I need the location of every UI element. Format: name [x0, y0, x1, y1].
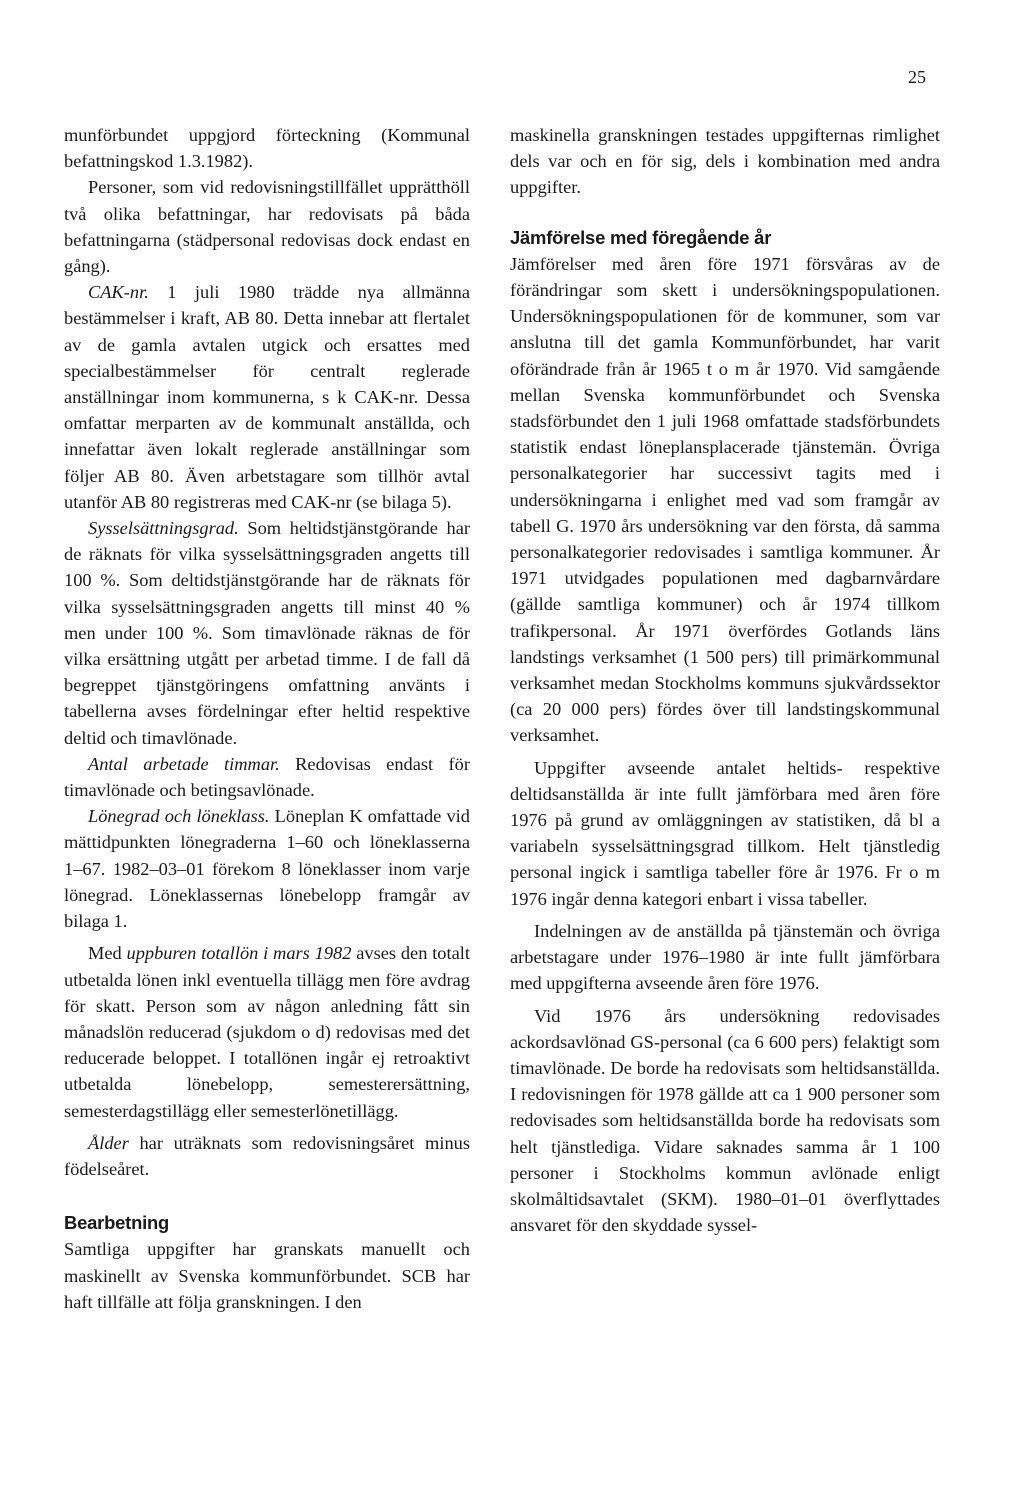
term: Ålder [88, 1132, 129, 1153]
term: Lönegrad och löneklass. [88, 806, 270, 827]
term: CAK-nr. [88, 282, 149, 303]
paragraph [64, 751, 470, 803]
term: Sysselsättningsgrad. [88, 518, 239, 539]
left-column [64, 122, 470, 1315]
paragraph-text: Som heltidstjänstgörande har de räknats för vilka sysselsättningsgraden angetts till 100 %. Som deltidstjänstgörande har de räknats för vilka sysselsättningsgraden angetts till minst 40 % men under 100 %. Som timavlönade räknas de för vilka ersättning utgått per arbetad timme. I de fall då begreppet tjänstgöringens omfattning använts i tabellerna avses fördelningar efter heltid respektive deltid och timavlönade. [64, 518, 470, 748]
paragraph: munförbundet uppgjord förteckning (Kommunal befattningskod 1.3.1982). [64, 125, 470, 172]
term: uppburen totallön i mars 1982 [126, 943, 352, 964]
page-number: 25 [908, 67, 926, 87]
paragraph-text: avses den totalt utbetalda lönen inkl eventuella tillägg men före avdrag för skatt. Person som av någon anledning fått sin månadslön reducerad (sjukdom o d) redovisas med det reducerade beloppet. I totallönen ingår ej retroaktivt utbetalda lönebelopp, semesterersättning, semesterdagstillägg eller semesterlönetillägg. [64, 943, 470, 1121]
paragraph: Uppgifter avseende antalet heltids- respektive deltidsanställda är inte fullt jämförbara med åren före 1976 på grund av omläggningen av statistiken, då bl a variabeln sysselsättningsgrad tillkom. Helt tjänstledig personal ingick i samtliga tabeller före år 1976. Fr o m 1976 ingår denna kategori enbart i vissa tabeller. [510, 757, 940, 909]
section-heading: Jämförelse med föregående år [510, 226, 772, 248]
paragraph: Vid 1976 års undersökning redovisades ackordsavlönad GS-personal (ca 6 600 pers) felaktigt som timavlönade. De borde ha redovisats som heltidsanställda. I redovisningen för 1978 gällde att ca 1 900 personer som redovisades som heltidsanställda borde ha redovisats som helt tjänstlediga. Vidare saknades samma år 1 100 personer i Stockholms kommun avlönade enligt skolmåltidsavtalet (SKM). 1980–01–01 överflyttades ansvaret för den skyddade syssel- [510, 1005, 940, 1236]
paragraph: Indelningen av de anställda på tjänstemän och övriga arbetstagare under 1976–1980 är inte fullt jämförbara med uppgifterna avseende åren före 1976. [510, 920, 940, 994]
paragraph [64, 279, 470, 515]
paragraph-text: Löneplan K omfattade vid mättidpunkten lönegraderna 1–60 och löneklasserna 1–67. 1982–03–01 förekom 8 löneklasser inom varje lönegrad. Löneklassernas lönebelopp framgår av bilaga 1. [64, 806, 470, 932]
right-column [510, 122, 940, 1238]
term: Antal arbetade timmar. [88, 753, 280, 774]
paragraph [64, 515, 470, 751]
paragraph [64, 940, 470, 1123]
paragraph: Jämförelser med åren före 1971 försvåras av de förändringar som skett i undersökningspopulationen. Undersökningspopulationen för de kommuner, som var anslutna till det gamla Kommunförbundet, har varit oförändrade från år 1965 t o m år 1970. Vid samgående mellan Svenska kommunförbundet och Svenska stadsförbundet den 1 juli 1968 omfattade stadsförbundets statistik endast löneplansplacerade tjänstemän. Övriga personalkategorier har successivt tagits med i undersökningarna i enlighet med vad som framgår av tabell G. 1970 års undersökning var den första, då samma personalkategorier redovisades i samtliga kommuner. År 1971 utvidgades populationen med dagbarnvårdare (gällde samtliga kommuner) och år 1974 tillkom trafikpersonal. År 1971 överfördes Gotlands läns landstings verksamhet (1 500 pers) till primärkommunal verksamhet medan Stockholms kommuns sjukvårdssektor (ca 20 000 pers) fördes över till landstingskommunal verksamhet. [510, 253, 940, 746]
paragraph-text: har uträknats som redovisningsåret minus födelseåret. [64, 1132, 470, 1179]
paragraph: Samtliga uppgifter har granskats manuellt och maskinellt av Svenska kommunförbundet. SCB har haft tillfälle att följa granskningen. I den [64, 1239, 470, 1312]
paragraph-text: 1 juli 1980 trädde nya allmänna bestämmelser i kraft, AB 80. Detta innebar att flertalet av de gamla avtalen utgick och ersattes med specialbestämmelser för centralt reglerade anställningar inom kommunerna, s k CAK-nr. Dessa omfattar merparten av de kommunalt anställda, och innefattar även lokalt reglerade anställningar som följer AB 80. Även arbetstagare som tillhör avtal utanför AB 80 registreras med CAK-nr (se bilaga 5). [64, 282, 470, 512]
paragraph-text: Med [88, 943, 127, 964]
paragraph [64, 1130, 470, 1182]
section-heading: Bearbetning [64, 1212, 170, 1234]
paragraph: maskinella granskningen testades uppgifternas rimlighet dels var och en för sig, dels i kombination med andra uppgifter. [510, 125, 940, 198]
paragraph-text: Redovisas endast för timavlönade och betingsavlönade. [64, 753, 470, 801]
paragraph [64, 803, 470, 934]
paragraph: Personer, som vid redovisningstillfället upprätthöll två olika befattningar, har redovisats på båda befattningarna (städpersonal redovisas dock endast en gång). [64, 177, 470, 277]
